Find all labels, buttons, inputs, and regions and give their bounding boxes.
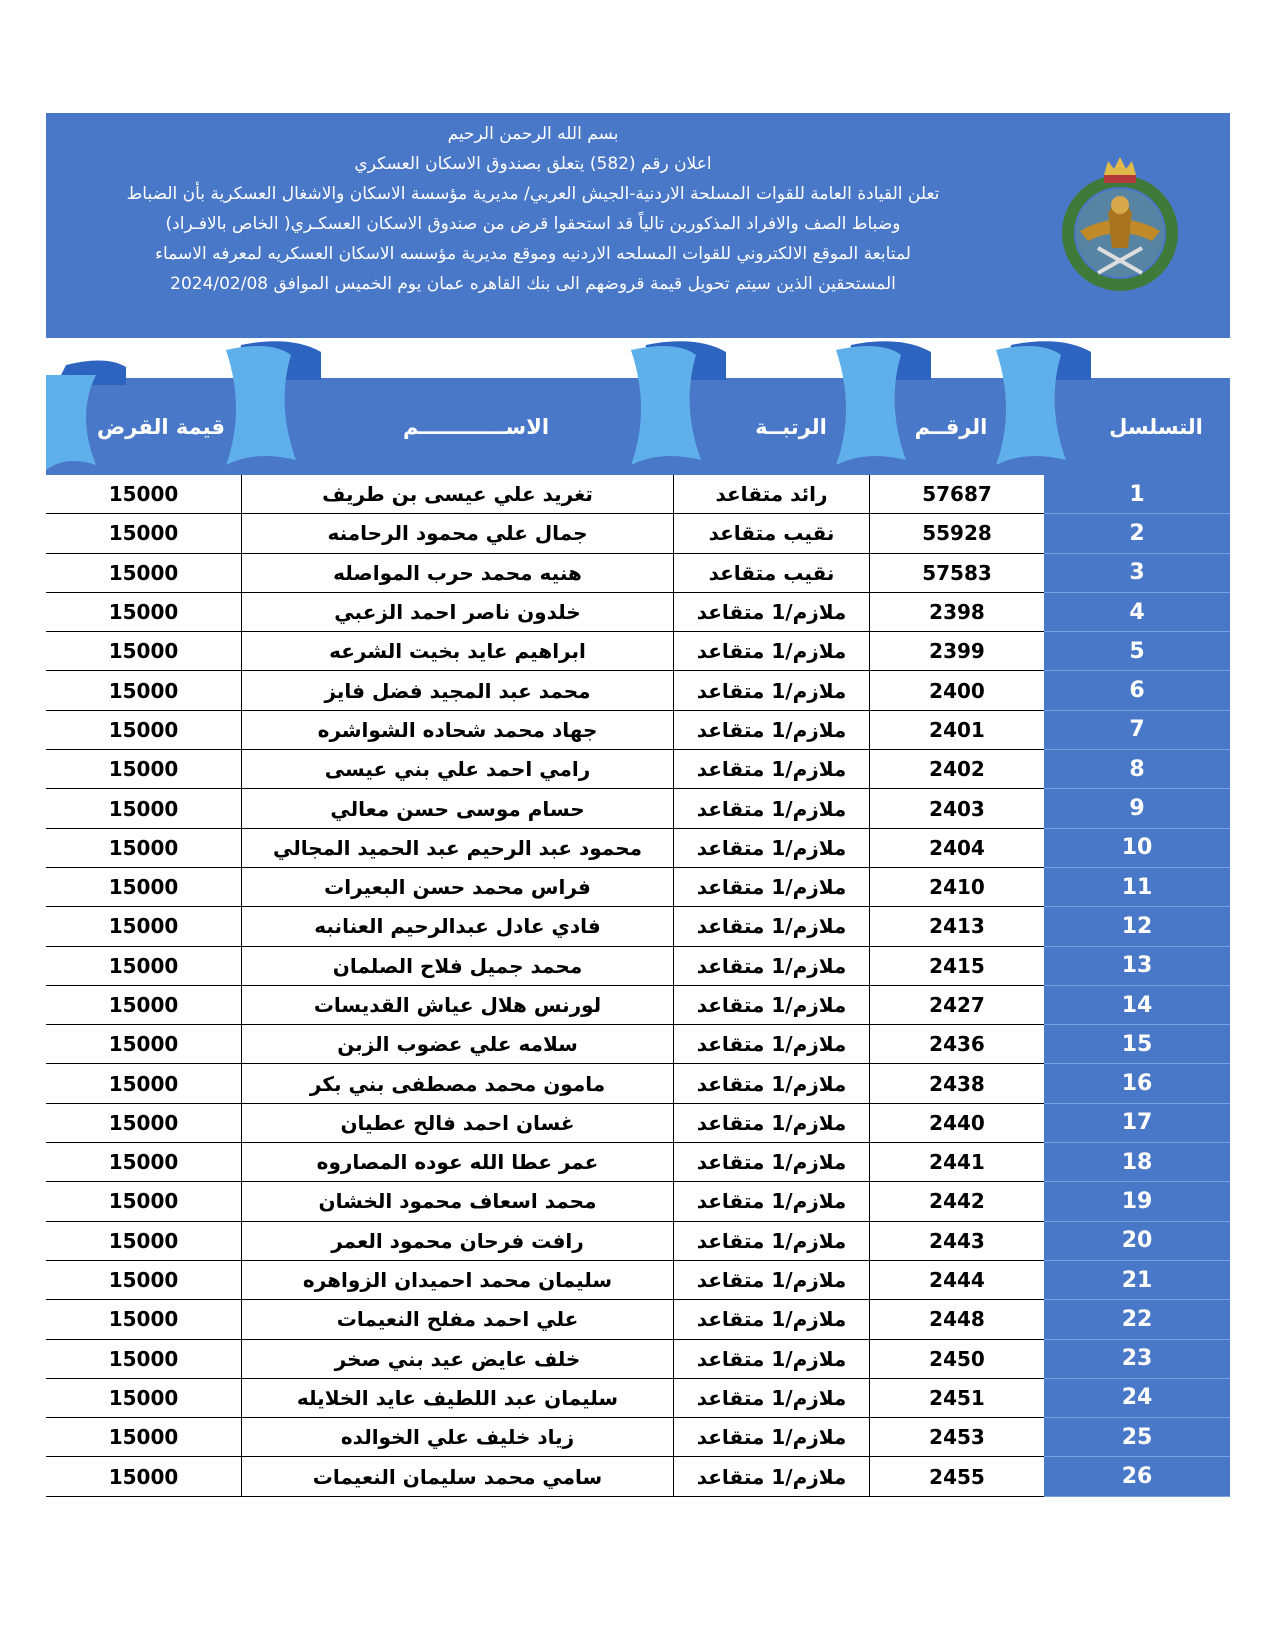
table-body (46, 475, 1230, 1497)
header-number: الرقــم (914, 414, 988, 439)
amount-cell: 15000 (46, 829, 241, 868)
number-cell: 2451 (869, 1379, 1044, 1418)
serial-cell: 21 (1044, 1261, 1230, 1300)
table-row (46, 789, 1230, 828)
number-cell: 2450 (869, 1340, 1044, 1379)
rank-cell: ملازم/1 متقاعد (673, 1379, 869, 1418)
amount-cell: 15000 (46, 1182, 241, 1221)
number-cell: 57687 (869, 475, 1044, 514)
header-line: بسم الله الرحمن الرحيم (447, 124, 619, 144)
rank-cell: ملازم/1 متقاعد (673, 868, 869, 907)
name-cell: رافت فرحان محمود العمر (241, 1222, 673, 1261)
rank-cell: ملازم/1 متقاعد (673, 947, 869, 986)
name-cell: ابراهيم عايد بخيت الشرعه (241, 632, 673, 671)
serial-cell: 20 (1044, 1222, 1230, 1261)
header-line: وضباط الصف والافراد المذكورين تالياً قد استحقوا قرض من صندوق الاسكان العسكـري( الخاص بالافـراد) (165, 214, 901, 234)
number-cell: 55928 (869, 514, 1044, 553)
name-cell: علي احمد مفلح النعيمات (241, 1300, 673, 1339)
amount-cell: 15000 (46, 1025, 241, 1064)
scroll-ornament-icon (991, 340, 1101, 475)
rank-cell: ملازم/1 متقاعد (673, 750, 869, 789)
serial-cell: 24 (1044, 1379, 1230, 1418)
number-cell: 57583 (869, 554, 1044, 593)
serial-cell: 5 (1044, 632, 1230, 671)
table-row (46, 1379, 1230, 1418)
table-row (46, 1182, 1230, 1221)
header-name: الاســــــــــــم (402, 414, 550, 439)
name-cell: تغريد علي عيسى بن طريف (241, 475, 673, 514)
rank-cell: ملازم/1 متقاعد (673, 632, 869, 671)
table-row (46, 750, 1230, 789)
rank-cell: ملازم/1 متقاعد (673, 1182, 869, 1221)
name-cell: خلدون ناصر احمد الزعبي (241, 593, 673, 632)
name-cell: سامي محمد سليمان النعيمات (241, 1457, 673, 1496)
name-cell: جهاد محمد شحاده الشواشره (241, 711, 673, 750)
number-cell: 2403 (869, 789, 1044, 828)
amount-cell: 15000 (46, 1143, 241, 1182)
name-cell: مامون محمد مصطفى بني بكر (241, 1064, 673, 1103)
name-cell: محمد عبد المجيد فضل فايز (241, 671, 673, 710)
amount-cell: 15000 (46, 986, 241, 1025)
number-cell: 2442 (869, 1182, 1044, 1221)
table-row (46, 1340, 1230, 1379)
rank-cell: ملازم/1 متقاعد (673, 907, 869, 946)
rank-cell: ملازم/1 متقاعد (673, 1418, 869, 1457)
table-header (46, 355, 1230, 475)
table-row (46, 514, 1230, 553)
number-cell: 2401 (869, 711, 1044, 750)
rank-cell: ملازم/1 متقاعد (673, 1457, 869, 1496)
serial-cell: 12 (1044, 907, 1230, 946)
amount-cell: 15000 (46, 554, 241, 593)
number-cell: 2448 (869, 1300, 1044, 1339)
table-row (46, 1104, 1230, 1143)
number-cell: 2415 (869, 947, 1044, 986)
rank-cell: ملازم/1 متقاعد (673, 986, 869, 1025)
rank-cell: ملازم/1 متقاعد (673, 711, 869, 750)
table-row (46, 1418, 1230, 1457)
table-row (46, 907, 1230, 946)
header-line: المستحقين الذين سيتم تحويل قيمة قروضهم الى بنك القاهره عمان يوم الخميس الموافق 2024/02/08 (170, 274, 896, 294)
header-line: تعلن القيادة العامة للقوات المسلحة الاردنية-الجيش العربي/ مديرية مؤسسة الاسكان والاشغال العسكرية بأن الضباط (126, 184, 940, 204)
serial-cell: 13 (1044, 947, 1230, 986)
name-cell: جمال علي محمود الرحامنه (241, 514, 673, 553)
number-cell: 2400 (869, 671, 1044, 710)
rank-cell: نقيب متقاعد (673, 514, 869, 553)
rank-cell: ملازم/1 متقاعد (673, 1340, 869, 1379)
table-row (46, 1457, 1230, 1496)
serial-cell: 22 (1044, 1300, 1230, 1339)
table-row (46, 1222, 1230, 1261)
table-row (46, 671, 1230, 710)
number-cell: 2427 (869, 986, 1044, 1025)
rank-cell: ملازم/1 متقاعد (673, 1300, 869, 1339)
serial-cell: 9 (1044, 789, 1230, 828)
serial-cell: 3 (1044, 554, 1230, 593)
number-cell: 2444 (869, 1261, 1044, 1300)
rank-cell: رائد متقاعد (673, 475, 869, 514)
table-row (46, 475, 1230, 514)
number-cell: 2413 (869, 907, 1044, 946)
number-cell: 2443 (869, 1222, 1044, 1261)
table-row (46, 1300, 1230, 1339)
announcement-text (86, 119, 980, 299)
amount-cell: 15000 (46, 1064, 241, 1103)
serial-cell: 10 (1044, 829, 1230, 868)
amount-cell: 15000 (46, 711, 241, 750)
announcement-banner (46, 113, 1230, 338)
name-cell: رامي احمد علي بني عيسى (241, 750, 673, 789)
table-row (46, 554, 1230, 593)
table-row (46, 711, 1230, 750)
number-cell: 2404 (869, 829, 1044, 868)
serial-cell: 23 (1044, 1340, 1230, 1379)
table-row (46, 1143, 1230, 1182)
name-cell: فراس محمد حسن البعيرات (241, 868, 673, 907)
scroll-ornament-icon (626, 340, 736, 475)
serial-cell: 8 (1044, 750, 1230, 789)
scroll-ornament-icon (221, 340, 331, 475)
rank-cell: ملازم/1 متقاعد (673, 593, 869, 632)
amount-cell: 15000 (46, 1104, 241, 1143)
rank-cell: ملازم/1 متقاعد (673, 1222, 869, 1261)
table-row (46, 1025, 1230, 1064)
amount-cell: 15000 (46, 1340, 241, 1379)
serial-cell: 2 (1044, 514, 1230, 553)
amount-cell: 15000 (46, 593, 241, 632)
number-cell: 2436 (869, 1025, 1044, 1064)
name-cell: عمر عطا الله عوده المصاروه (241, 1143, 673, 1182)
serial-cell: 18 (1044, 1143, 1230, 1182)
serial-cell: 11 (1044, 868, 1230, 907)
amount-cell: 15000 (46, 514, 241, 553)
table-row (46, 868, 1230, 907)
name-cell: فادي عادل عبدالرحيم العنانبه (241, 907, 673, 946)
serial-cell: 7 (1044, 711, 1230, 750)
amount-cell: 15000 (46, 907, 241, 946)
table-row (46, 829, 1230, 868)
amount-cell: 15000 (46, 947, 241, 986)
name-cell: سليمان محمد احميدان الزواهره (241, 1261, 673, 1300)
amount-cell: 15000 (46, 1379, 241, 1418)
serial-cell: 15 (1044, 1025, 1230, 1064)
name-cell: محمود عبد الرحيم عبد الحميد المجالي (241, 829, 673, 868)
rank-cell: نقيب متقاعد (673, 554, 869, 593)
serial-cell: 14 (1044, 986, 1230, 1025)
amount-cell: 15000 (46, 632, 241, 671)
amount-cell: 15000 (46, 1300, 241, 1339)
serial-cell: 16 (1044, 1064, 1230, 1103)
table-row (46, 632, 1230, 671)
serial-cell: 19 (1044, 1182, 1230, 1221)
number-cell: 2399 (869, 632, 1044, 671)
header-serial: التسلسل (1109, 414, 1203, 439)
number-cell: 2410 (869, 868, 1044, 907)
army-emblem-icon (1060, 153, 1180, 303)
rank-cell: ملازم/1 متقاعد (673, 671, 869, 710)
name-cell: محمد اسعاف محمود الخشان (241, 1182, 673, 1221)
serial-cell: 4 (1044, 593, 1230, 632)
recipients-table (46, 355, 1230, 1490)
header-line: لمتابعة الموقع الالكتروني للقوات المسلحه الاردنيه وموقع مديرية مؤسسه الاسكان العسكريه لمعرفه الاسماء (155, 244, 911, 264)
amount-cell: 15000 (46, 1222, 241, 1261)
name-cell: حسام موسى حسن معالي (241, 789, 673, 828)
amount-cell: 15000 (46, 1418, 241, 1457)
name-cell: سليمان عبد اللطيف عايد الخلايله (241, 1379, 673, 1418)
number-cell: 2440 (869, 1104, 1044, 1143)
rank-cell: ملازم/1 متقاعد (673, 789, 869, 828)
rank-cell: ملازم/1 متقاعد (673, 1143, 869, 1182)
serial-cell: 17 (1044, 1104, 1230, 1143)
number-cell: 2453 (869, 1418, 1044, 1457)
amount-cell: 15000 (46, 750, 241, 789)
serial-cell: 1 (1044, 475, 1230, 514)
name-cell: زياد خليف علي الخوالده (241, 1418, 673, 1457)
number-cell: 2402 (869, 750, 1044, 789)
header-rank: الرتبــة (755, 414, 827, 439)
rank-cell: ملازم/1 متقاعد (673, 829, 869, 868)
table-row (46, 986, 1230, 1025)
serial-cell: 26 (1044, 1457, 1230, 1496)
name-cell: لورنس هلال عياش القديسات (241, 986, 673, 1025)
header-amount: قيمة القرض (97, 414, 225, 439)
name-cell: سلامه علي عضوب الزبن (241, 1025, 673, 1064)
table-row (46, 947, 1230, 986)
name-cell: محمد جميل فلاح الصلمان (241, 947, 673, 986)
amount-cell: 15000 (46, 789, 241, 828)
serial-cell: 6 (1044, 671, 1230, 710)
serial-cell: 25 (1044, 1418, 1230, 1457)
amount-cell: 15000 (46, 1457, 241, 1496)
number-cell: 2398 (869, 593, 1044, 632)
number-cell: 2441 (869, 1143, 1044, 1182)
number-cell: 2455 (869, 1457, 1044, 1496)
amount-cell: 15000 (46, 868, 241, 907)
rank-cell: ملازم/1 متقاعد (673, 1064, 869, 1103)
table-row (46, 1261, 1230, 1300)
amount-cell: 15000 (46, 671, 241, 710)
name-cell: غسان احمد فالح عطيان (241, 1104, 673, 1143)
number-cell: 2438 (869, 1064, 1044, 1103)
name-cell: خلف عايض عيد بني صخر (241, 1340, 673, 1379)
rank-cell: ملازم/1 متقاعد (673, 1261, 869, 1300)
rank-cell: ملازم/1 متقاعد (673, 1104, 869, 1143)
amount-cell: 15000 (46, 475, 241, 514)
rank-cell: ملازم/1 متقاعد (673, 1025, 869, 1064)
table-row (46, 1064, 1230, 1103)
name-cell: هنيه محمد حرب المواصله (241, 554, 673, 593)
amount-cell: 15000 (46, 1261, 241, 1300)
table-row (46, 593, 1230, 632)
header-line: اعلان رقم (582) يتعلق بصندوق الاسكان العسكري (354, 154, 712, 174)
